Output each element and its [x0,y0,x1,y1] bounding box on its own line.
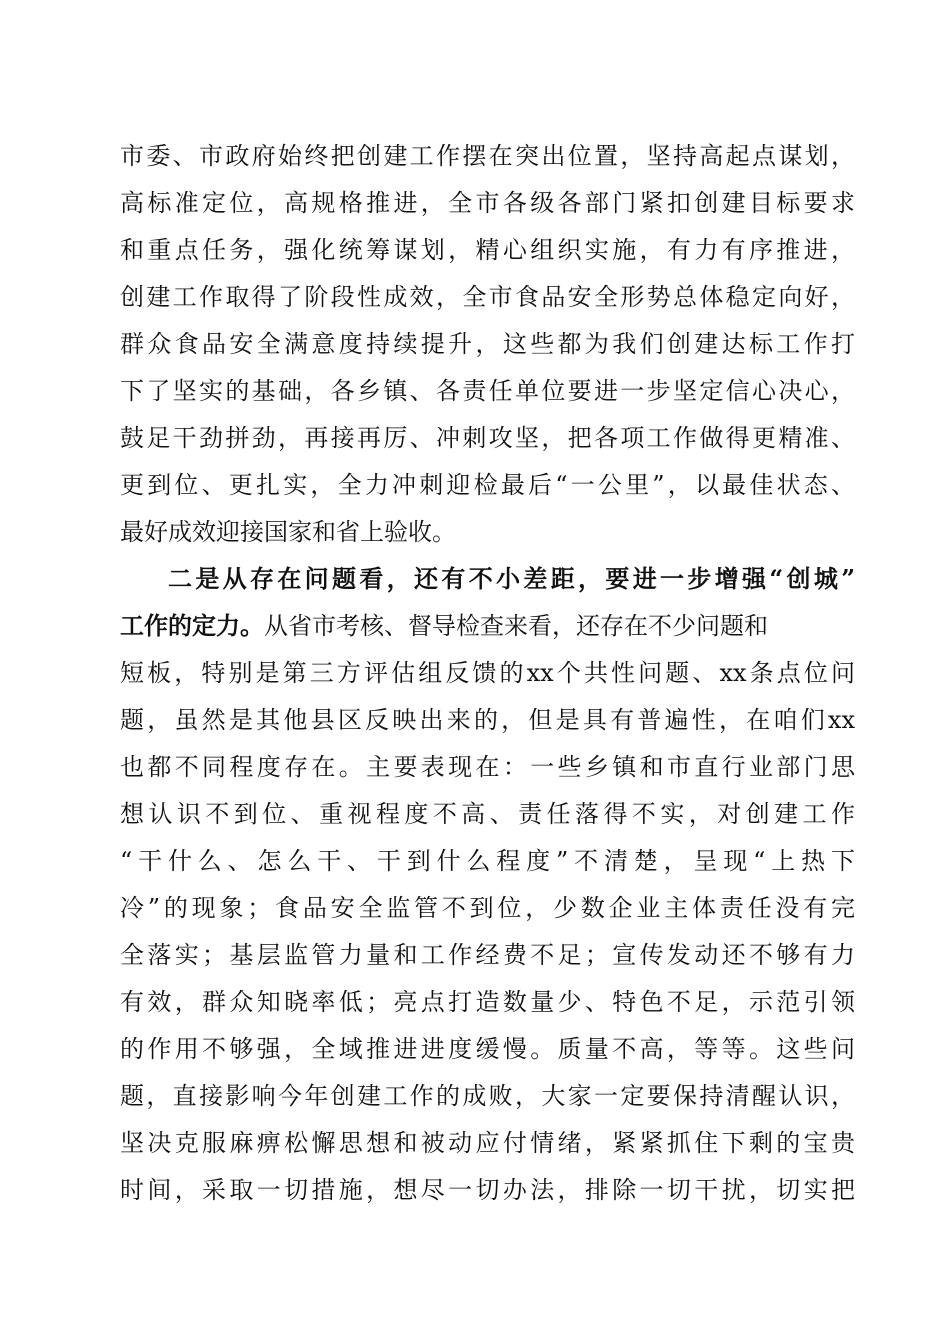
paragraph-2-line-3: 短板，特别是第三方评估组反馈的xx个共性问题、xx条点位问 [120,659,855,687]
paragraph-1-line-1: 市委、市政府始终把创建工作摆在突出位置，坚持高起点谋划， [120,142,855,170]
paragraph-2-line-4: 题，虽然是其他县区反映出来的，但是具有普遍性，在咱们xx [120,706,855,734]
paragraph-1-line-2: 高标准定位，高规格推进，全市各级各部门紧扣创建目标要求 [120,189,855,217]
paragraph-2-heading-line-1: 二是从存在问题看，还有不小差距，要进一步增强“创城” [168,564,855,593]
paragraph-1-line-3: 和重点任务，强化统筹谋划，精心组织实施，有力有序推进， [120,236,855,264]
paragraph-2-heading-line-2: 工作的定力。 [120,611,264,640]
paragraph-1-line-6: 下了坚实的基础，各乡镇、各责任单位要进一步坚定信心决心， [120,377,855,405]
paragraph-2-line-11: 的作用不够强，全域推进进度缓慢。质量不高，等等。这些问 [120,1035,855,1063]
paragraph-2-line-12: 题，直接影响今年创建工作的成败，大家一定要保持清醒认识， [120,1082,855,1110]
paragraph-2-line-10: 有效，群众知晓率低；亮点打造数量少、特色不足，示范引领 [120,988,855,1016]
paragraph-2-line-2 [120,611,855,641]
paragraph-1-line-7: 鼓足干劲拼劲，再接再厉、冲刺攻坚，把各项工作做得更精准、 [120,424,855,452]
paragraph-1-line-5: 群众食品安全满意度持续提升，这些都为我们创建达标工作打 [120,330,855,358]
paragraph-2-line-6: 想认识不到位、重视程度不高、责任落得不实，对创建工作 [120,800,855,828]
paragraph-2-line-8: 冷”的现象；食品安全监管不到位，少数企业主体责任没有完 [120,894,855,922]
paragraph-2-line-7: “干什么、怎么干、干到什么程度”不清楚，呈现“上热下 [120,847,855,875]
paragraph-2-line-14: 时间，采取一切措施，想尽一切办法，排除一切干扰，切实把 [120,1176,855,1204]
paragraph-1-line-4: 创建工作取得了阶段性成效，全市食品安全形势总体稳定向好， [120,283,855,311]
paragraph-2-line-9: 全落实；基层监管力量和工作经费不足；宣传发动还不够有力 [120,941,855,969]
paragraph-2-line-2-rest: 从省市考核、督导检查来看，还存在不少问题和 [264,612,768,640]
paragraph-2-line-13: 坚决克服麻痹松懈思想和被动应付情绪，紧紧抓住下剩的宝贵 [120,1129,855,1157]
paragraph-2-line-5: 也都不同程度存在。主要表现在：一些乡镇和市直行业部门思 [120,753,855,781]
paragraph-1-line-8: 更到位、更扎实，全力冲刺迎检最后“一公里”，以最佳状态、 [120,471,855,499]
paragraph-1-line-9: 最好成效迎接国家和省上验收。 [120,518,456,546]
